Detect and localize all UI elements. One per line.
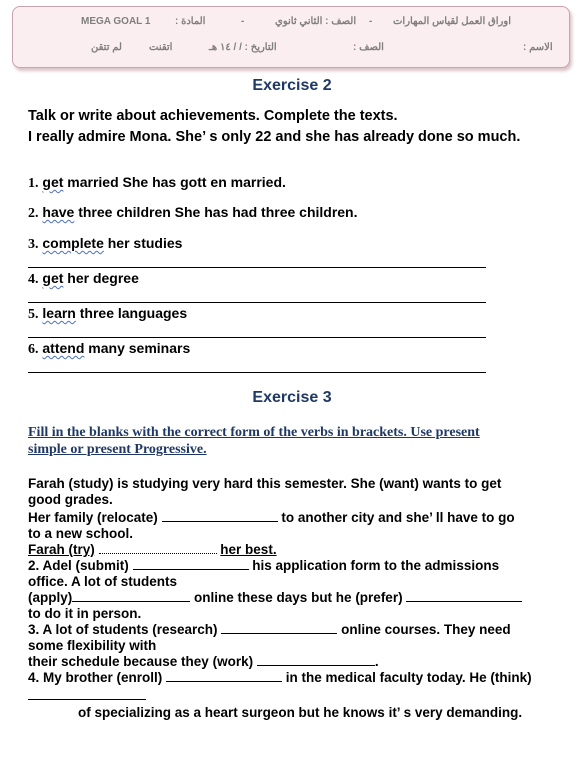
fill-blank[interactable] <box>221 623 337 634</box>
item-number: 1. <box>28 176 39 191</box>
exercise-3-text: to do it in person. <box>28 606 142 621</box>
fill-blank[interactable] <box>166 671 282 682</box>
item-number: 4. <box>28 272 39 287</box>
exercise-3-text: Her family (relocate) <box>28 510 158 525</box>
item-text: married She has gott en married. <box>63 174 286 190</box>
exercise-2-item-5 <box>28 305 187 323</box>
header-row-1 <box>13 16 569 32</box>
item-number: 2. <box>28 206 39 221</box>
item-verb: get <box>42 270 64 286</box>
instruction-line: simple or present Progressive. <box>28 442 207 457</box>
worksheet-title: اوراق العمل لقياس المهارات <box>393 16 511 27</box>
exercise-3-sentence <box>28 510 515 525</box>
header-dash: - <box>241 16 245 27</box>
answer-line[interactable] <box>28 302 486 303</box>
exercise-3-text: of specializing as a heart surgeon but he knows it’ s very demanding. <box>78 705 523 720</box>
instruction-line: Fill in the blanks with the correct form of the verbs in brackets. Use present <box>28 425 480 440</box>
exercise-2-intro: I really admire Mona. She’ s only 22 and she has already done so much. <box>28 129 521 145</box>
item-text: her degree <box>63 270 139 286</box>
exercise-3-text: to another city and she’ ll have to go <box>281 510 515 525</box>
fill-blank[interactable] <box>99 543 217 554</box>
exercise-3-sentence <box>28 670 532 685</box>
answer-line[interactable] <box>28 372 486 373</box>
item-text: her studies <box>103 235 183 251</box>
worksheet-header <box>12 6 570 68</box>
exercise-3-sentence <box>28 622 511 637</box>
mastered-label: اتقنت <box>149 42 173 53</box>
exercise-3-text: . <box>374 654 379 669</box>
fill-blank[interactable] <box>28 689 146 700</box>
item-verb: learn <box>42 305 76 321</box>
exercise-3-text: good grades. <box>28 492 113 507</box>
item-text: many seminars <box>84 340 191 356</box>
exercise-3-sentence <box>28 654 379 669</box>
exercise-3-text: some flexibility with <box>28 638 157 653</box>
exercise-2-item-4 <box>28 270 139 288</box>
answer-line[interactable] <box>28 267 486 268</box>
exercise-3-text: Farah (study) is studying very hard this semester. She (want) wants to get <box>28 476 502 491</box>
exercise-3-text: to a new school. <box>28 526 134 541</box>
item-number: 3. <box>28 237 39 252</box>
fill-blank[interactable] <box>162 511 278 522</box>
exercise-2-item-2 <box>28 204 358 222</box>
exercise-3-text: their schedule because they (work) <box>28 654 254 669</box>
fill-blank[interactable] <box>133 559 249 570</box>
item-number: 5. <box>28 307 39 322</box>
exercise-3-sentence <box>28 688 146 700</box>
header-dash: - <box>369 16 373 27</box>
exercise-3-text: 3. A lot of students (research) <box>28 622 218 637</box>
exercise-3-text: office. A lot of students <box>28 574 177 589</box>
item-text: three children She has had three children. <box>74 204 358 220</box>
item-verb: get <box>42 174 64 190</box>
exercise-3-text: online courses. They need <box>341 622 511 637</box>
exercise-3-text: online these days but he (prefer) <box>194 590 403 605</box>
grade-label: الصف : الثاني ثانوي <box>275 16 357 27</box>
exercise-3-text: 4. My brother (enroll) <box>28 670 163 685</box>
exercise-2-title: Exercise 2 <box>252 77 332 94</box>
exercise-3-title: Exercise 3 <box>252 389 332 406</box>
exercise-3-text: his application form to the admissions <box>252 558 500 573</box>
fill-blank[interactable] <box>406 591 522 602</box>
item-verb: attend <box>42 340 85 356</box>
exercise-3-text: her best. <box>220 542 277 557</box>
subject-label: : المادة <box>175 16 206 27</box>
exercise-3-sentence <box>28 558 499 573</box>
item-text: three languages <box>75 305 188 321</box>
header-row-2 <box>13 42 569 58</box>
item-verb: have <box>42 204 75 220</box>
date-label: التاريخ : / / ١٤ هـ <box>209 42 277 53</box>
exercise-2-item-6 <box>28 340 190 358</box>
exercise-2-item-3 <box>28 235 182 253</box>
exercise-3-instruction <box>28 424 528 458</box>
exercise-3-sentence <box>28 590 522 605</box>
item-verb: complete <box>42 235 104 251</box>
exercise-3-text: 2. Adel (submit) <box>28 558 129 573</box>
fill-blank[interactable] <box>72 591 190 602</box>
exercise-3-sentence <box>28 542 277 557</box>
item-number: 6. <box>28 342 39 357</box>
exercise-3-text: Farah (try) <box>28 542 95 557</box>
class-label: : الصف <box>353 42 384 53</box>
not-mastered-label: لم تتقن <box>91 42 122 53</box>
name-label: : الاسم <box>523 42 553 53</box>
exercise-3-text: in the medical faculty today. He (think) <box>285 670 532 685</box>
exercise-3-text: (apply) <box>28 590 73 605</box>
exercise-2-item-1 <box>28 174 286 192</box>
exercise-2-intro: Talk or write about achievements. Complete the texts. <box>28 108 398 124</box>
subject-value: MEGA GOAL 1 <box>81 16 151 27</box>
fill-blank[interactable] <box>257 655 375 666</box>
answer-line[interactable] <box>28 337 486 338</box>
